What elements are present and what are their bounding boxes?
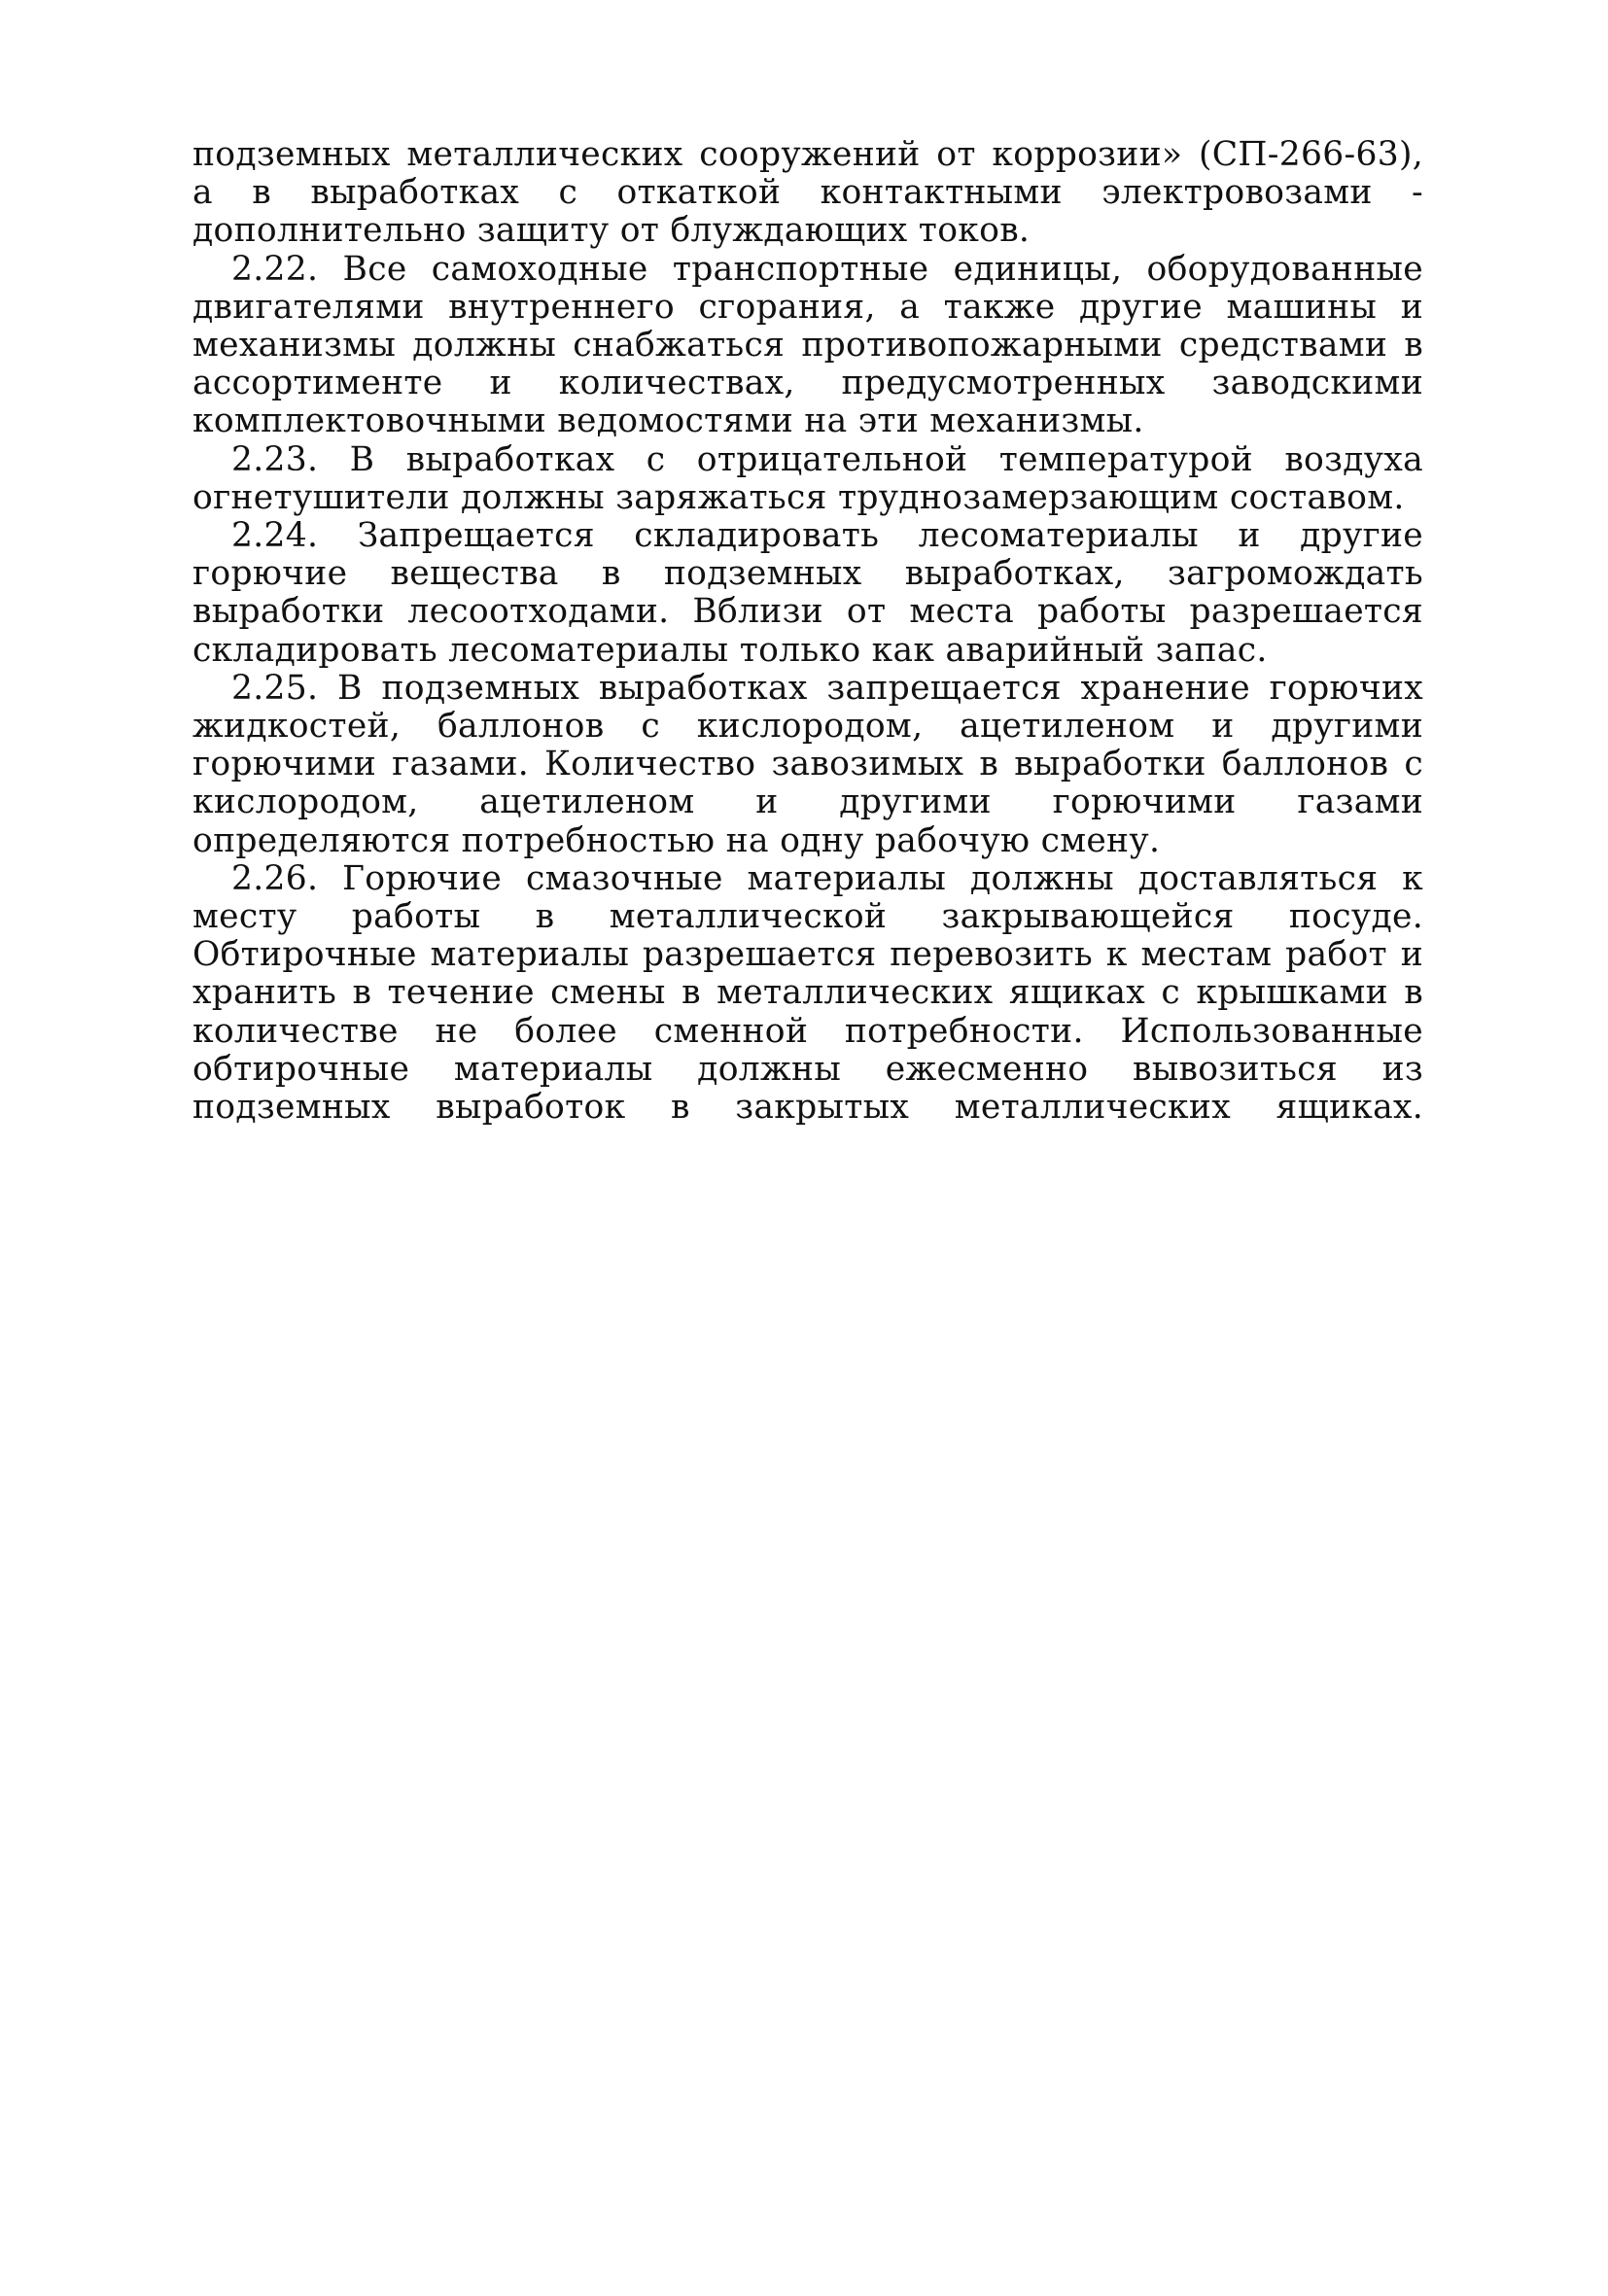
paragraph-2-23: 2.23. В выработках с отрицательной температурой воздуха огнетушители должны заряжаться труднозамерзающим составом. <box>192 439 1423 517</box>
continuation-paragraph: подземных металлических сооружений от коррозии» (СП-266-63), а в выработках с откаткой контактными электровозами - дополнительно защиту от блуждающих токов. <box>192 135 1423 251</box>
paragraph-2-24: 2.24. Запрещается складировать лесоматериалы и другие горючие вещества в подземных выработках, загромождать выработки лесоотходами. Вблизи от места работы разрешается складировать лесоматериалы только как аварийный запас. <box>192 516 1423 670</box>
paragraph-2-22: 2.22. Все самоходные транспортные единицы, оборудованные двигателями внутреннего сгорания, а также другие машины и механизмы должны снабжаться противопожарными средствами в ассортименте и количествах, предусмотренных заводскими комплектовочными ведомостями на эти механизмы. <box>192 249 1423 441</box>
document-body <box>192 136 1423 1127</box>
paragraph-2-25: 2.25. В подземных выработках запрещается хранение горючих жидкостей, баллонов с кислородом, ацетиленом и другими горючими газами. Количество завозимых в выработки баллонов с кислородом, ацетиленом и другими горючими газами определяются потребностью на одну рабочую смену. <box>192 668 1423 860</box>
paragraph-2-26: 2.26. Горючие смазочные материалы должны доставляться к месту работы в металлической закрывающейся посуде. Обтирочные материалы разрешается перевозить к местам работ и хранить в течение смены в металлических ящиках с крышками в количестве не более сменной потребности. Использованные обтирочные материалы должны ежесменно вывозиться из подземных выработок в закрытых металлических ящиках. <box>192 858 1423 1128</box>
